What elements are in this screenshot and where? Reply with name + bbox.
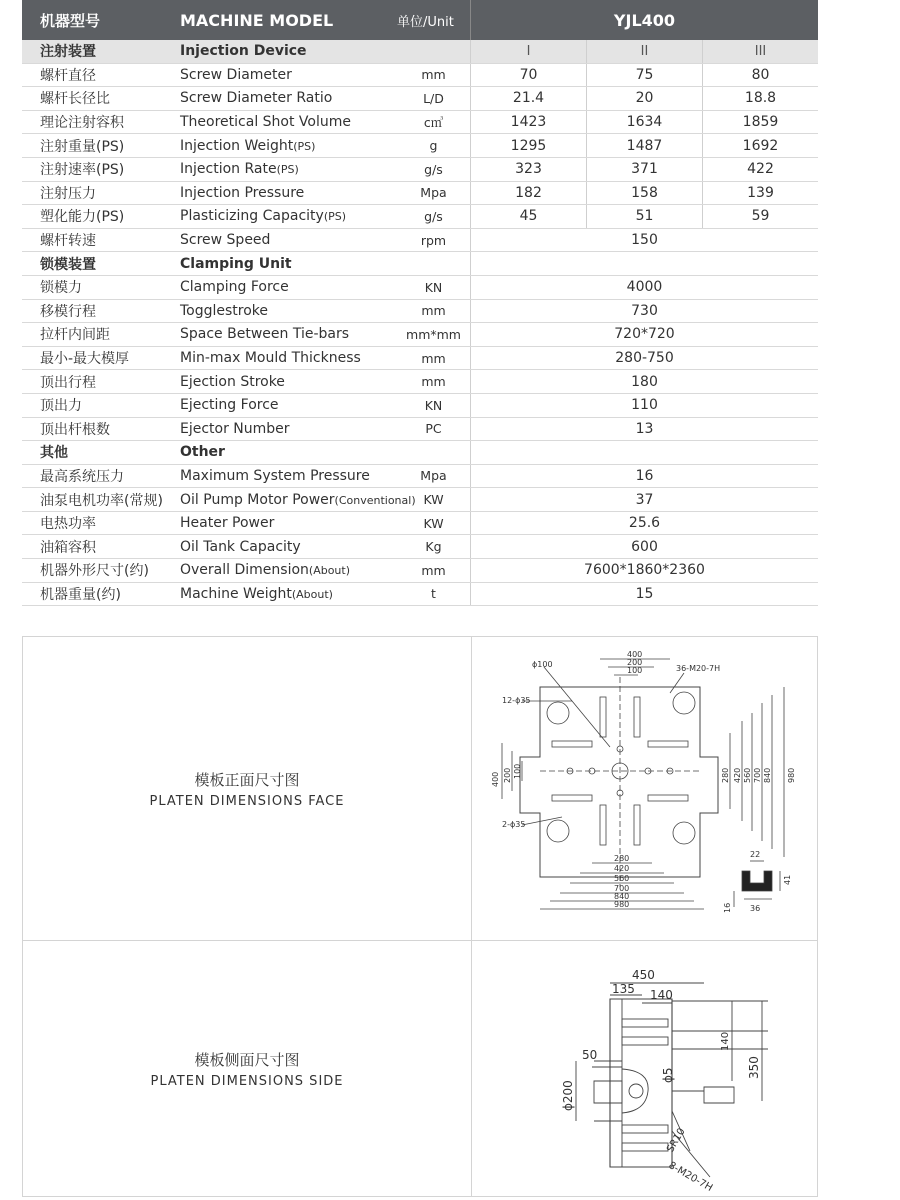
- section-en: Injection Device: [180, 43, 307, 60]
- label-slot22: 22: [750, 850, 761, 859]
- section-cn: 注射装置: [40, 44, 96, 61]
- row-unit: mm: [421, 303, 446, 319]
- clamping-rows: [22, 276, 818, 441]
- label-d135: 135: [612, 982, 635, 996]
- dimension-drawings: [22, 636, 818, 1197]
- label-r280: 280: [721, 767, 730, 783]
- row-cn: 油箱容积: [40, 539, 96, 556]
- row-unit: PC: [425, 421, 442, 437]
- label-r560: 560: [743, 767, 752, 783]
- row-values: [470, 111, 818, 134]
- row-value: 25.6: [628, 515, 661, 532]
- row-cn: 塑化能力(PS): [40, 209, 125, 226]
- row-unit: mm: [421, 374, 446, 390]
- row-en-text: Oil Pump Motor Power: [180, 491, 335, 508]
- row-cn: 最高系统压力: [40, 468, 124, 485]
- row-cn: 拉杆内间距: [40, 327, 110, 344]
- row-values: [470, 276, 818, 299]
- row-values: [470, 64, 818, 87]
- section-vals: [470, 441, 818, 464]
- row-unit: KW: [423, 515, 444, 531]
- row-en: [180, 303, 397, 319]
- row-unit: Mpa: [420, 185, 447, 201]
- row-values: [470, 300, 818, 323]
- row-en: [180, 397, 397, 413]
- label-dphi5: ϕ5: [661, 1067, 675, 1083]
- table-row: [22, 512, 818, 536]
- row-cn: 顶出行程: [40, 374, 96, 391]
- row-value: 1634: [586, 111, 702, 134]
- header-en: MACHINE MODEL: [180, 10, 334, 30]
- table-row: [22, 370, 818, 394]
- row-en: [180, 586, 397, 602]
- label-b420: 420: [614, 864, 630, 873]
- row-en-text: Heater Power: [180, 515, 275, 532]
- row-values: [470, 323, 818, 346]
- side-caption: [23, 940, 471, 1198]
- section-clamping: [22, 252, 818, 276]
- row-en-text: Theoretical Shot Volume: [180, 114, 351, 131]
- row-en-text: Overall Dimension: [180, 562, 309, 579]
- row-en: [180, 491, 416, 508]
- table-row: [22, 418, 818, 442]
- row-en-sub: (PS): [323, 210, 347, 224]
- row-en: [180, 114, 397, 130]
- row-unit: g/s: [424, 161, 443, 177]
- row-values: [470, 394, 818, 417]
- row-cn: 机器重量(约): [40, 586, 121, 603]
- label-left200: 200: [503, 767, 512, 783]
- col-i: I: [526, 43, 531, 59]
- row-unit: rpm: [420, 232, 447, 248]
- row-en-text: Ejection Stroke: [180, 373, 285, 390]
- row-value: 45: [519, 208, 538, 225]
- label-d140v: 140: [720, 1031, 731, 1051]
- other-rows: [22, 465, 818, 607]
- row-value: 182: [515, 184, 542, 201]
- label-dphi200: ϕ200: [561, 1080, 575, 1111]
- row-unit: mm: [421, 562, 446, 578]
- row-value: 323: [515, 161, 542, 178]
- row-en: [180, 374, 397, 390]
- label-r420: 420: [733, 767, 742, 783]
- row-values: [470, 418, 818, 441]
- row-value: 158: [586, 182, 702, 205]
- row-values: [470, 535, 818, 558]
- row-value: 180: [631, 373, 658, 390]
- row-value: 21.4: [512, 90, 545, 107]
- row-en: [180, 350, 397, 366]
- row-value: 150: [631, 232, 658, 249]
- row-value: 80: [702, 64, 818, 87]
- row-en-text: Injection Pressure: [180, 184, 305, 201]
- label-r700: 700: [753, 767, 762, 783]
- row-values: [470, 229, 818, 252]
- side-title-cn: 模板侧面尺寸图: [194, 1051, 300, 1069]
- platen-side-drawing: [472, 941, 818, 1197]
- row-value: 139: [702, 182, 818, 205]
- row-cn: 注射速率(PS): [40, 162, 125, 179]
- row-values: [470, 559, 818, 582]
- label-b980: 980: [614, 900, 630, 909]
- row-en-text: Screw Speed: [180, 232, 271, 249]
- row-unit: Kg: [425, 539, 442, 555]
- table-row: [22, 559, 818, 583]
- face-title-cn: 模板正面尺寸图: [194, 770, 300, 789]
- row-en: [180, 185, 397, 201]
- row-cn: 油泵电机功率(常规): [40, 492, 163, 509]
- row-value: 720*720: [614, 326, 675, 343]
- row-unit: mm: [421, 350, 446, 366]
- row-unit: L/D: [423, 90, 444, 106]
- row-cn: 螺杆直径: [40, 67, 96, 84]
- row-en: [180, 67, 397, 83]
- table-row: [22, 276, 818, 300]
- row-unit: KW: [423, 492, 444, 508]
- row-en-sub: (Conventional): [334, 493, 416, 507]
- row-cn: 机器外形尺寸(约): [40, 563, 149, 580]
- col-ii: II: [586, 40, 702, 63]
- row-unit: KN: [424, 397, 443, 413]
- row-values: [470, 370, 818, 393]
- label-12-phi35: 12-ϕ35: [502, 696, 531, 705]
- row-en: [180, 279, 397, 295]
- label-top200: 200: [627, 658, 643, 667]
- row-values: [470, 87, 818, 110]
- section-injection: [22, 40, 818, 64]
- label-top400: 400: [627, 650, 643, 659]
- label-r840: 840: [763, 767, 772, 783]
- row-cn: 理论注射容积: [40, 115, 124, 132]
- label-slot16: 16: [723, 902, 732, 913]
- row-en: [180, 515, 397, 531]
- header-cn: 机器型号: [40, 11, 101, 30]
- row-en: [180, 468, 397, 484]
- row-en-sub: (About): [308, 564, 351, 578]
- row-en: [180, 539, 397, 555]
- table-row: [22, 134, 818, 158]
- table-row: [22, 583, 818, 607]
- row-en: [180, 90, 397, 106]
- row-value: 37: [635, 491, 654, 508]
- row-unit: c㎥: [423, 115, 444, 131]
- label-b700: 700: [614, 884, 630, 893]
- section-cn: 锁模装置: [40, 256, 96, 273]
- section-cn: 其他: [40, 445, 68, 462]
- row-cn: 最小-最大模厚: [40, 351, 130, 368]
- label-d450: 450: [632, 968, 655, 982]
- row-cn: 电热功率: [40, 516, 96, 533]
- table-header: [22, 0, 818, 40]
- col-iii: III: [702, 40, 818, 63]
- table-row: [22, 229, 818, 253]
- row-value: 13: [635, 420, 654, 437]
- table-row: [22, 347, 818, 371]
- row-en-text: Ejector Number: [180, 420, 290, 437]
- row-values: [470, 465, 818, 488]
- row-value: 1295: [510, 137, 547, 154]
- row-unit: Mpa: [420, 468, 447, 484]
- row-en-text: Min-max Mould Thickness: [180, 350, 361, 367]
- header-model: [470, 0, 818, 40]
- row-en-text: Screw Diameter Ratio: [180, 90, 333, 107]
- table-row: [22, 87, 818, 111]
- label-slot36: 36: [750, 904, 761, 913]
- side-title-en: PLATEN DIMENSIONS SIDE: [150, 1074, 344, 1089]
- row-value: 51: [586, 205, 702, 228]
- row-en-text: Togglestroke: [180, 302, 269, 319]
- row-en-text: Machine Weight: [180, 585, 292, 602]
- row-cn: 锁模力: [40, 280, 82, 297]
- platen-face-drawing: [472, 637, 818, 940]
- table-row: [22, 300, 818, 324]
- row-en: [180, 562, 397, 578]
- row-value: 4000: [626, 279, 663, 296]
- row-cn: 顶出杆根数: [40, 421, 110, 438]
- row-unit: KN: [424, 279, 443, 295]
- row-unit: g/s: [424, 208, 443, 224]
- row-value: 15: [635, 585, 654, 602]
- row-en-sub: (PS): [293, 139, 316, 153]
- table-row: [22, 205, 818, 229]
- spec-table: [22, 0, 818, 606]
- row-en: [180, 326, 397, 342]
- section-vals: [470, 252, 818, 275]
- label-r980: 980: [787, 767, 796, 783]
- row-value: 16: [635, 467, 654, 484]
- row-en-text: Injection Weight: [180, 137, 294, 154]
- label-d350: 350: [747, 1056, 761, 1079]
- row-values: [470, 158, 818, 181]
- label-sr10: SR10: [665, 1126, 688, 1155]
- row-values: [470, 488, 818, 511]
- label-b280: 280: [614, 854, 630, 863]
- row-value: 1692: [702, 134, 818, 157]
- screw-columns: [470, 40, 818, 63]
- label-phi100: ϕ100: [532, 660, 553, 669]
- row-values: [470, 583, 818, 606]
- row-en-text: Maximum System Pressure: [180, 467, 370, 484]
- row-values: [470, 134, 818, 157]
- row-unit: g: [429, 138, 438, 154]
- row-unit: t: [431, 586, 436, 602]
- row-en-text: Injection Rate: [180, 161, 277, 178]
- label-top100: 100: [627, 666, 643, 675]
- row-cn: 螺杆长径比: [40, 91, 110, 108]
- row-unit: mm: [421, 67, 446, 83]
- row-cn: 螺杆转速: [40, 233, 96, 250]
- table-row: [22, 465, 818, 489]
- row-en: [180, 161, 397, 177]
- row-values: [470, 512, 818, 535]
- table-row: [22, 64, 818, 88]
- row-cn: 注射压力: [40, 185, 96, 202]
- row-en-sub: (PS): [276, 163, 299, 177]
- injection-rows: [22, 64, 818, 253]
- table-row: [22, 182, 818, 206]
- label-left100: 100: [513, 763, 522, 779]
- table-row: [22, 111, 818, 135]
- row-value: 1487: [586, 134, 702, 157]
- table-row: [22, 323, 818, 347]
- row-en-text: Screw Diameter: [180, 66, 292, 83]
- label-left400: 400: [491, 771, 500, 787]
- row-unit: mm*mm: [406, 326, 461, 342]
- table-row: [22, 488, 818, 512]
- section-en: Other: [180, 444, 225, 461]
- row-en: [180, 232, 397, 248]
- row-value: 59: [702, 205, 818, 228]
- row-cn: 顶出力: [40, 398, 82, 415]
- table-row: [22, 394, 818, 418]
- row-en-sub: (About): [291, 587, 333, 601]
- row-cn: 移模行程: [40, 303, 96, 320]
- row-value: 110: [631, 397, 658, 414]
- section-en: Clamping Unit: [180, 255, 292, 272]
- face-title-en: PLATEN DIMENSIONS FACE: [149, 793, 345, 809]
- label-m20-face: 36-M20-7H: [676, 664, 721, 673]
- row-en-text: Ejecting Force: [180, 397, 279, 414]
- row-value: 20: [586, 87, 702, 110]
- model-name: YJL400: [613, 10, 676, 30]
- row-value: 600: [631, 538, 658, 555]
- row-values: [470, 182, 818, 205]
- label-d50: 50: [582, 1048, 598, 1062]
- header-unit: 单位/Unit: [397, 14, 454, 30]
- row-value: 75: [586, 64, 702, 87]
- label-b560: 560: [614, 874, 630, 883]
- label-d140: 140: [650, 988, 673, 1002]
- row-value: 1859: [702, 111, 818, 134]
- row-value: 422: [702, 158, 818, 181]
- row-value: 280-750: [615, 350, 674, 367]
- row-values: [470, 347, 818, 370]
- row-en-text: Clamping Force: [180, 279, 289, 296]
- label-b840: 840: [614, 892, 630, 901]
- row-en: [180, 138, 397, 154]
- row-values: [470, 205, 818, 228]
- face-caption: [23, 637, 471, 940]
- row-value: 1423: [510, 114, 547, 131]
- row-value: 70: [519, 66, 538, 83]
- section-other: [22, 441, 818, 465]
- table-row: [22, 535, 818, 559]
- row-value: 371: [586, 158, 702, 181]
- label-2-phi35: 2-ϕ35: [502, 820, 526, 829]
- row-value: 7600*1860*2360: [584, 562, 705, 579]
- row-en: [180, 421, 397, 437]
- row-cn: 注射重量(PS): [40, 138, 125, 155]
- row-value: 730: [631, 302, 658, 319]
- row-en: [180, 208, 397, 224]
- table-row: [22, 158, 818, 182]
- row-en-text: Plasticizing Capacity: [180, 208, 324, 225]
- label-slot41: 41: [783, 874, 792, 885]
- row-en-text: Oil Tank Capacity: [180, 538, 301, 555]
- row-en-text: Space Between Tie-bars: [180, 326, 350, 343]
- label-m20-side: 8-M20-7H: [666, 1160, 715, 1195]
- row-value: 18.8: [702, 87, 818, 110]
